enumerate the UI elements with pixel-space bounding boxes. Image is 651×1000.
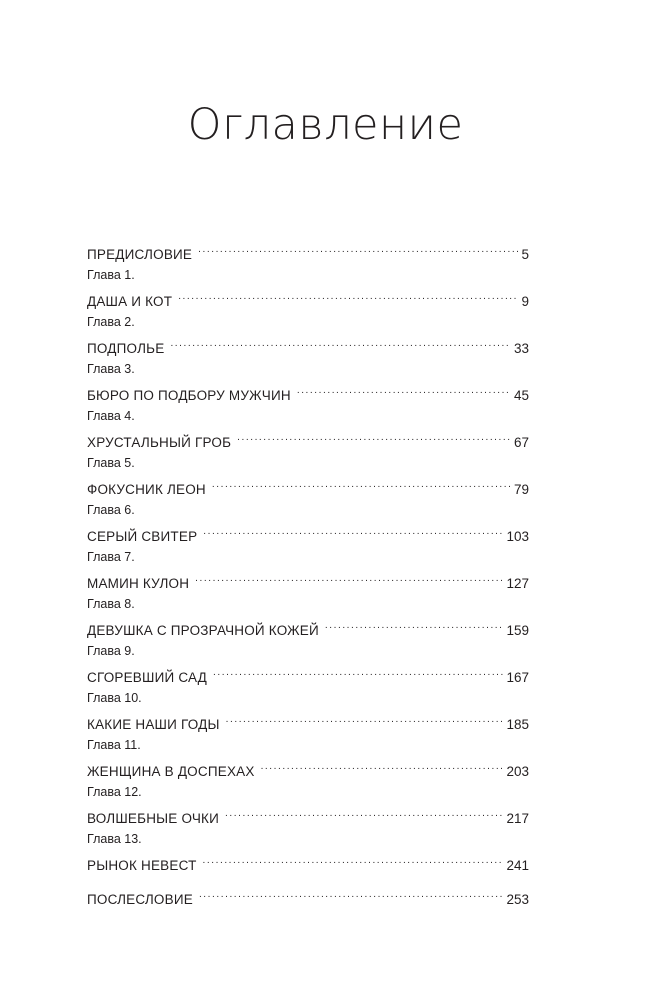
toc-page-number: 9 [521,294,529,309]
toc-entry-chapter-1[interactable] [87,267,529,307]
toc-entry-title: ХРУСТАЛЬНЫЙ ГРОБ [87,435,232,450]
chapter-number: Глава 2. [87,315,135,329]
chapter-number: Глава 6. [87,503,135,517]
chapter-number: Глава 4. [87,409,135,423]
dot-leader [237,429,511,447]
chapter-number: Глава 5. [87,456,135,470]
dot-leader [199,886,504,904]
toc-page-number: 103 [506,529,529,544]
toc-entry-title: ЖЕНЩИНА В ДОСПЕХАХ [87,764,255,779]
toc-entry-title: СЕРЫЙ СВИТЕР [87,529,198,544]
toc-entry-afterword[interactable] [87,877,529,917]
dot-leader [198,241,518,259]
toc-entry-title: КАКИЕ НАШИ ГОДЫ [87,717,220,732]
chapter-number: Глава 12. [87,785,142,799]
toc-entry-chapter-2[interactable] [87,314,529,354]
toc-page-number: 185 [506,717,529,732]
toc-entry-title: ДЕВУШКА С ПРОЗРАЧНОЙ КОЖЕЙ [87,623,319,638]
toc-entry-preface[interactable] [87,232,529,272]
chapter-number: Глава 1. [87,268,135,282]
toc-page-number: 67 [513,435,529,450]
dot-leader [325,617,504,635]
toc-entry-chapter-5[interactable] [87,455,529,495]
chapter-number: Глава 7. [87,550,135,564]
dot-leader [297,382,511,400]
toc-entry-title: СГОРЕВШИЙ САД [87,670,207,685]
toc-entry-chapter-10[interactable] [87,690,529,730]
toc-entry-title: БЮРО ПО ПОДБОРУ МУЖЧИН [87,388,291,403]
toc-page-number: 33 [513,341,529,356]
toc-entry-chapter-7[interactable] [87,549,529,589]
toc-entry-title: РЫНОК НЕВЕСТ [87,858,197,873]
toc-page-number: 79 [513,482,529,497]
dot-leader [225,805,503,823]
toc-page-number: 241 [506,858,529,873]
toc-entry-chapter-12[interactable] [87,784,529,824]
chapter-number: Глава 11. [87,738,141,752]
dot-leader [261,758,504,776]
toc-entry-chapter-8[interactable] [87,596,529,636]
chapter-number: Глава 9. [87,644,135,658]
toc-entry-chapter-9[interactable] [87,643,529,683]
toc-entry-chapter-4[interactable] [87,408,529,448]
dot-leader [203,852,504,870]
dot-leader [195,570,503,588]
toc-entry-title: МАМИН КУЛОН [87,576,190,591]
toc-entry-title: ПОДПОЛЬЕ [87,341,165,356]
toc-entry-chapter-3[interactable] [87,361,529,401]
toc-entry-title: ФОКУСНИК ЛЕОН [87,482,206,497]
toc-entry-title: ДАША И КОТ [87,294,173,309]
chapter-number: Глава 8. [87,597,135,611]
toc-entry-chapter-13[interactable] [87,831,529,871]
toc-page-number: 167 [506,670,529,685]
toc-page-number: 217 [506,811,529,826]
toc-page-number: 5 [521,247,529,262]
toc-page-number: 127 [506,576,529,591]
toc-entry-title: ПРЕДИСЛОВИЕ [87,247,193,262]
chapter-number: Глава 13. [87,832,142,846]
toc-entry-chapter-6[interactable] [87,502,529,542]
dot-leader [212,476,511,494]
chapter-number: Глава 3. [87,362,135,376]
dot-leader [203,523,503,541]
dot-leader [213,664,503,682]
page-title: Оглавление [187,100,464,150]
toc-entry-title: ПОСЛЕСЛОВИЕ [87,892,193,907]
toc-page-number: 159 [506,623,529,638]
dot-leader [226,711,504,729]
toc-entry-title: ВОЛШЕБНЫЕ ОЧКИ [87,811,220,826]
dot-leader [178,288,518,306]
dot-leader [170,335,511,353]
chapter-number: Глава 10. [87,691,142,705]
toc-page-number: 45 [513,388,529,403]
toc-page-number: 253 [506,892,529,907]
toc-entry-chapter-11[interactable] [87,737,529,777]
toc-page-number: 203 [506,764,529,779]
